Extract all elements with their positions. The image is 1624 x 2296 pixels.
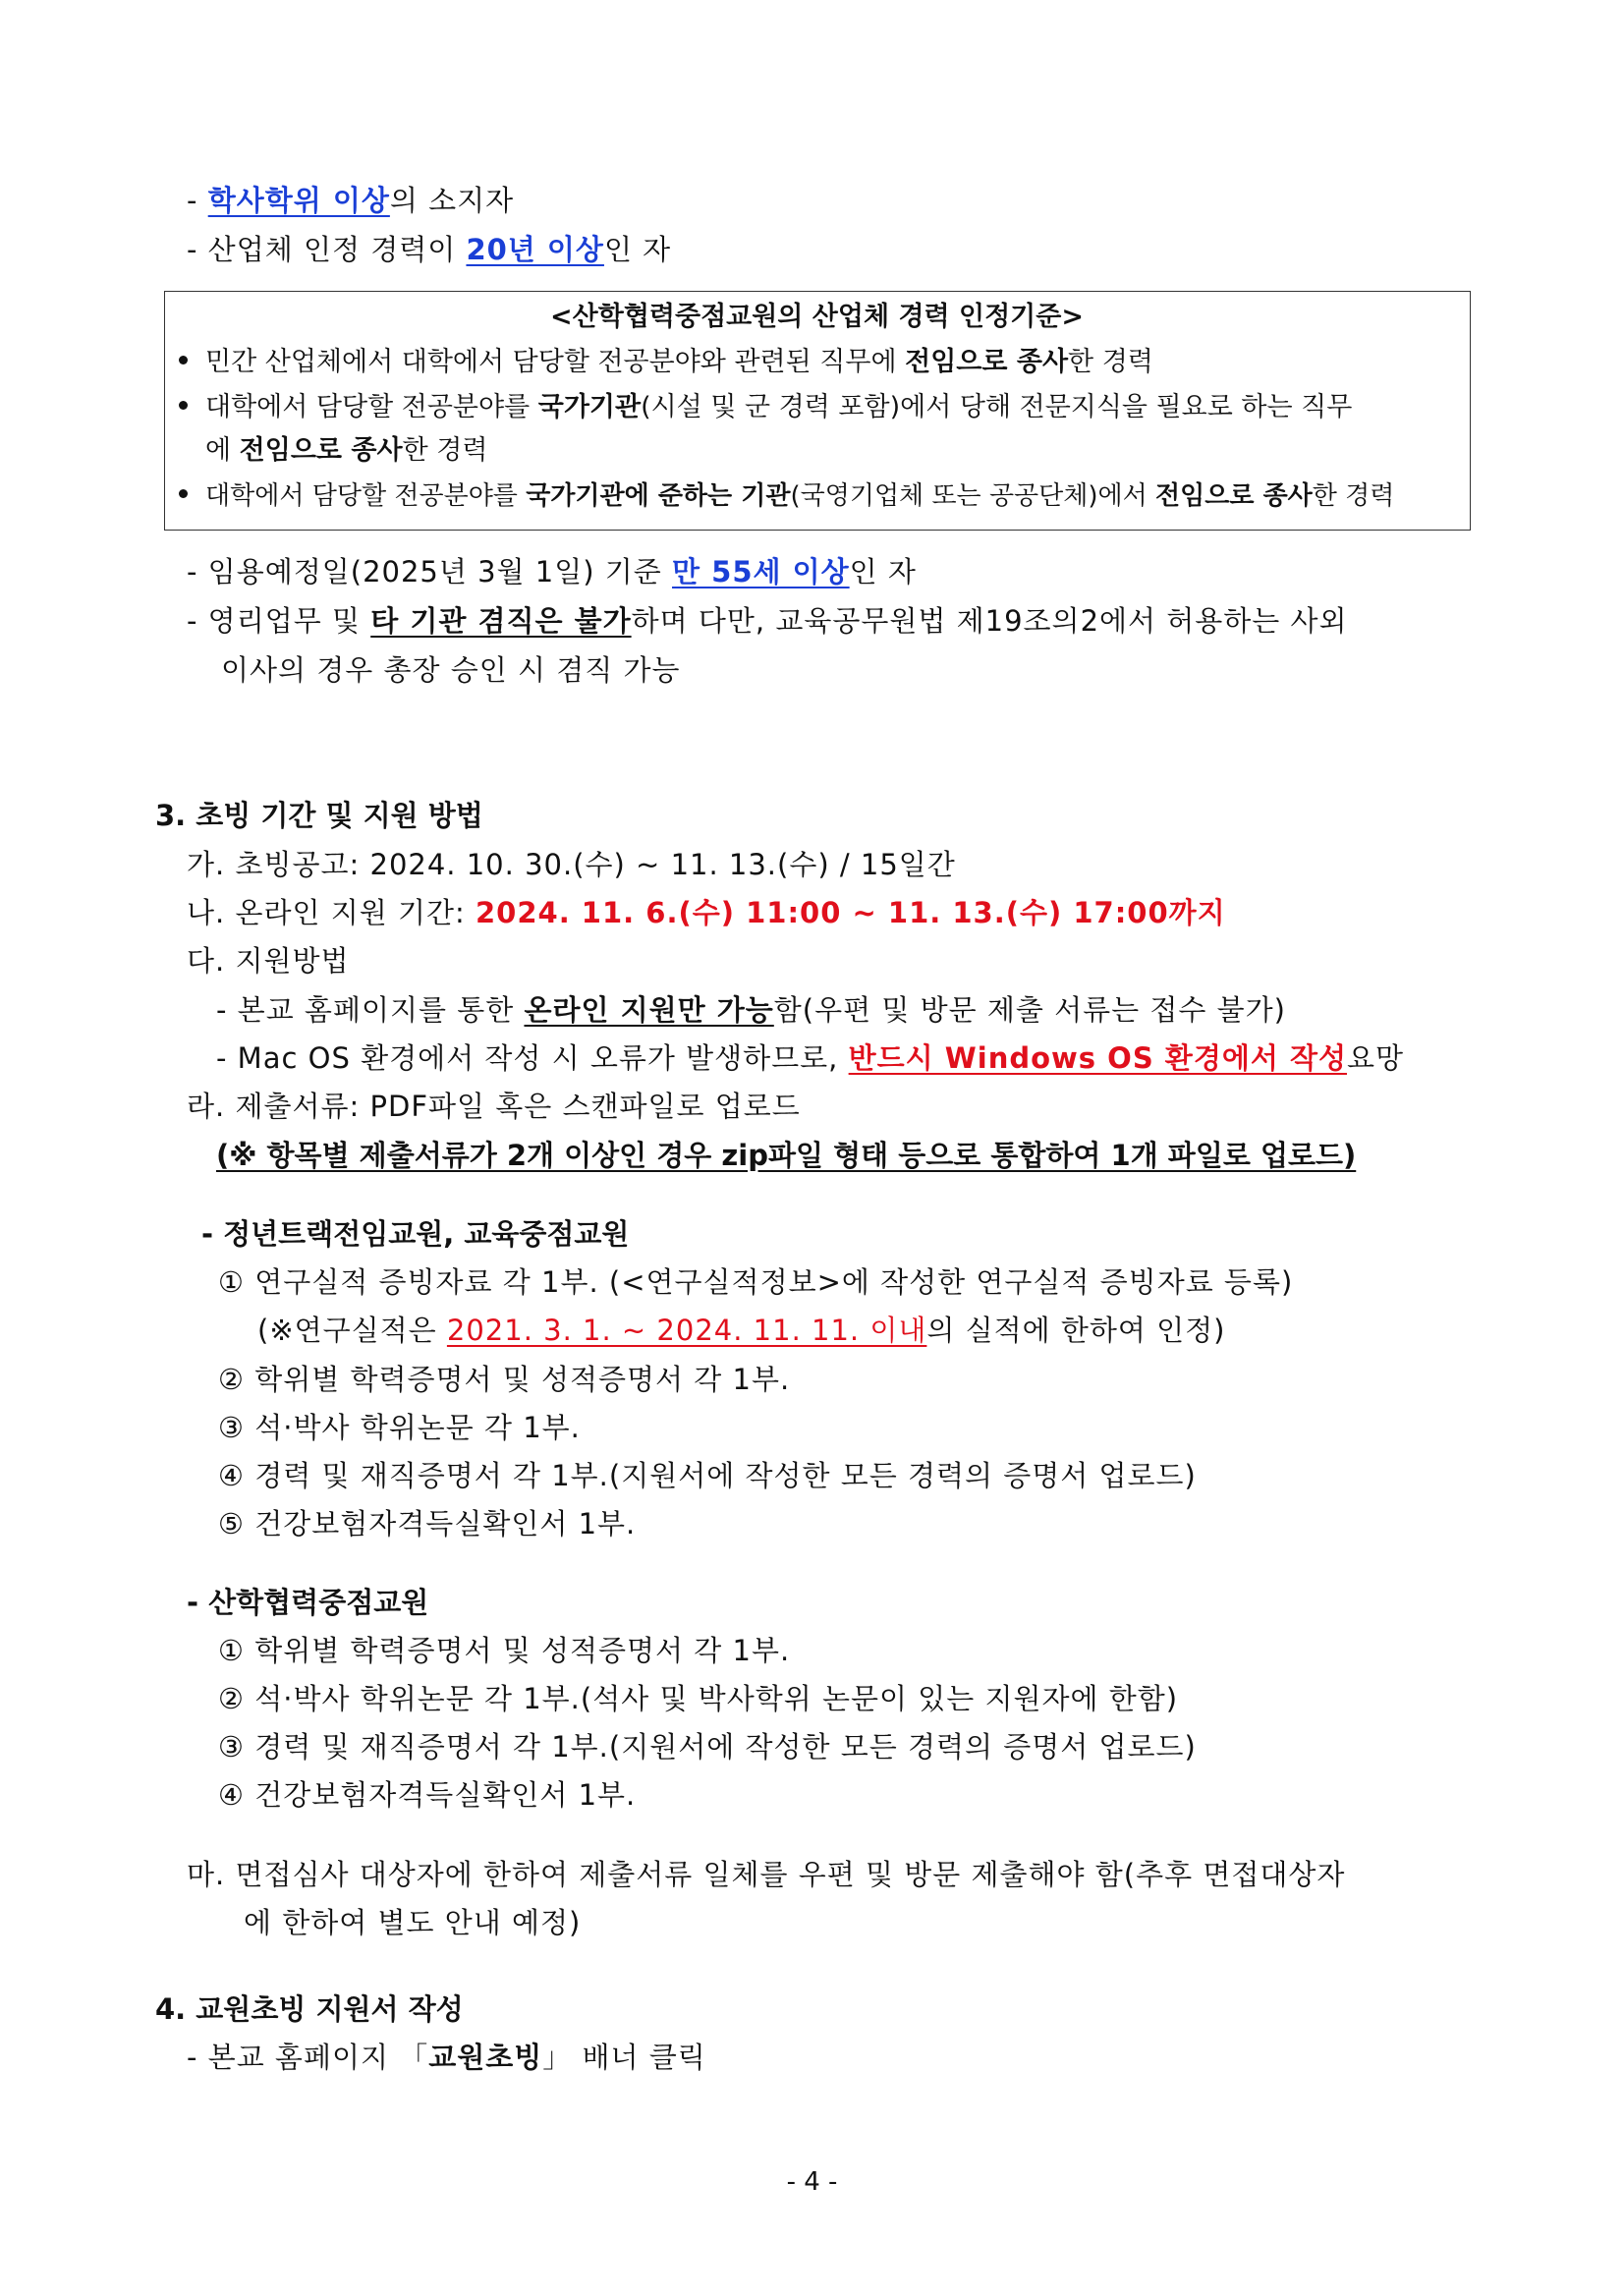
group-1-item: ⑤ 건강보험자격득실확인서 1부. — [218, 1507, 637, 1540]
documents-heading: 라. 제출서류: PDF파일 혹은 스캔파일로 업로드 — [187, 1090, 801, 1123]
req-concurrent-cont: 이사의 경우 총장 승인 시 겸직 가능 — [221, 653, 681, 687]
group-2-item: ② 석·박사 학위논문 각 1부.(석사 및 박사학위 논문이 있는 지원자에 한함) — [218, 1682, 1179, 1715]
req-age: - 임용예정일(2025년 3월 1일) 기준 만 55세 이상인 자 — [187, 555, 917, 588]
method-online: - 본교 홈페이지를 통한 온라인 지원만 가능함(우편 및 방문 제출 서류는 접수 불가) — [216, 993, 1286, 1027]
period-online: 나. 온라인 지원 기간: 2024. 11. 6.(수) 11:00 ~ 11. 13.(수) 17:00까지 — [187, 896, 1226, 929]
group-2-title: - 산학협력중점교원 — [187, 1586, 429, 1619]
method-heading: 다. 지원방법 — [187, 944, 350, 978]
section-3-heading: 3. 초빙 기간 및 지원 방법 — [155, 799, 483, 832]
application-step: - 본교 홈페이지 「교원초빙」 배너 클릭 — [187, 2041, 706, 2074]
group-1-item: ② 학위별 학력증명서 및 성적증명서 각 1부. — [218, 1363, 791, 1396]
criteria-item: 민간 산업체에서 대학에서 담당할 전공분야와 관련된 직무에 전임으로 종사한 경력 — [179, 345, 1153, 380]
group-1-item: ④ 경력 및 재직증명서 각 1부.(지원서에 작성한 모든 경력의 증명서 업로드) — [218, 1459, 1197, 1492]
interview-note-cont: 에 한하여 별도 안내 예정) — [244, 1906, 582, 1939]
group-1-item: ① 연구실적 증빙자료 각 1부. (<연구실적정보>에 작성한 연구실적 증빙자료 등록) — [218, 1265, 1294, 1299]
group-1-title: - 정년트랙전임교원, 교육중점교원 — [201, 1217, 630, 1251]
period-announcement: 가. 초빙공고: 2024. 10. 30.(수) ~ 11. 13.(수) / 15일간 — [187, 848, 956, 881]
career-criteria-box — [164, 291, 1471, 531]
group-2-item: ④ 건강보험자격득실확인서 1부. — [218, 1778, 637, 1812]
criteria-item: 대학에서 담당할 전공분야를 국가기관에 준하는 기관(국영기업체 또는 공공단체)에서 전임으로 종사한 경력 — [179, 478, 1394, 514]
bullet-icon — [179, 356, 188, 364]
documents-note: (※ 항목별 제출서류가 2개 이상인 경우 zip파일 형태 등으로 통합하여 1개 파일로 업로드) — [216, 1139, 1357, 1172]
interview-note: 마. 면접심사 대상자에 한하여 제출서류 일체를 우편 및 방문 제출해야 함(추후 면접대상자 — [187, 1858, 1346, 1891]
group-2-item: ③ 경력 및 재직증명서 각 1부.(지원서에 작성한 모든 경력의 증명서 업로드) — [218, 1730, 1197, 1764]
method-windows: - Mac OS 환경에서 작성 시 오류가 발생하므로, 반드시 Windows OS 환경에서 작성요망 — [216, 1041, 1405, 1075]
section-4-heading: 4. 교원초빙 지원서 작성 — [155, 1992, 464, 2026]
bullet-icon — [179, 401, 188, 410]
group-1-item: ③ 석·박사 학위논문 각 1부. — [218, 1411, 581, 1444]
criteria-item-cont: 에 전임으로 종사한 경력 — [205, 435, 488, 466]
req-concurrent: - 영리업무 및 타 기관 겸직은 불가하며 다만, 교육공무원법 제19조의2에서 허용하는 사외 — [187, 604, 1348, 638]
page-number: - 4 - — [786, 2167, 838, 2197]
group-2-item: ① 학위별 학력증명서 및 성적증명서 각 1부. — [218, 1634, 791, 1667]
req-degree: - 학사학위 이상의 소지자 — [187, 184, 515, 217]
bullet-icon — [179, 489, 188, 498]
criteria-item: 대학에서 담당할 전공분야를 국가기관(시설 및 군 경력 포함)에서 당해 전문지식을 필요로 하는 직무 — [179, 390, 1352, 425]
criteria-title: <산학협력중점교원의 산업체 경력 인정기준> — [550, 302, 1084, 332]
group-1-item-note: (※연구실적은 2021. 3. 1. ~ 2024. 11. 11. 이내의 실적에 한하여 인정) — [257, 1314, 1226, 1347]
req-career: - 산업체 인정 경력이 20년 이상인 자 — [187, 233, 672, 266]
